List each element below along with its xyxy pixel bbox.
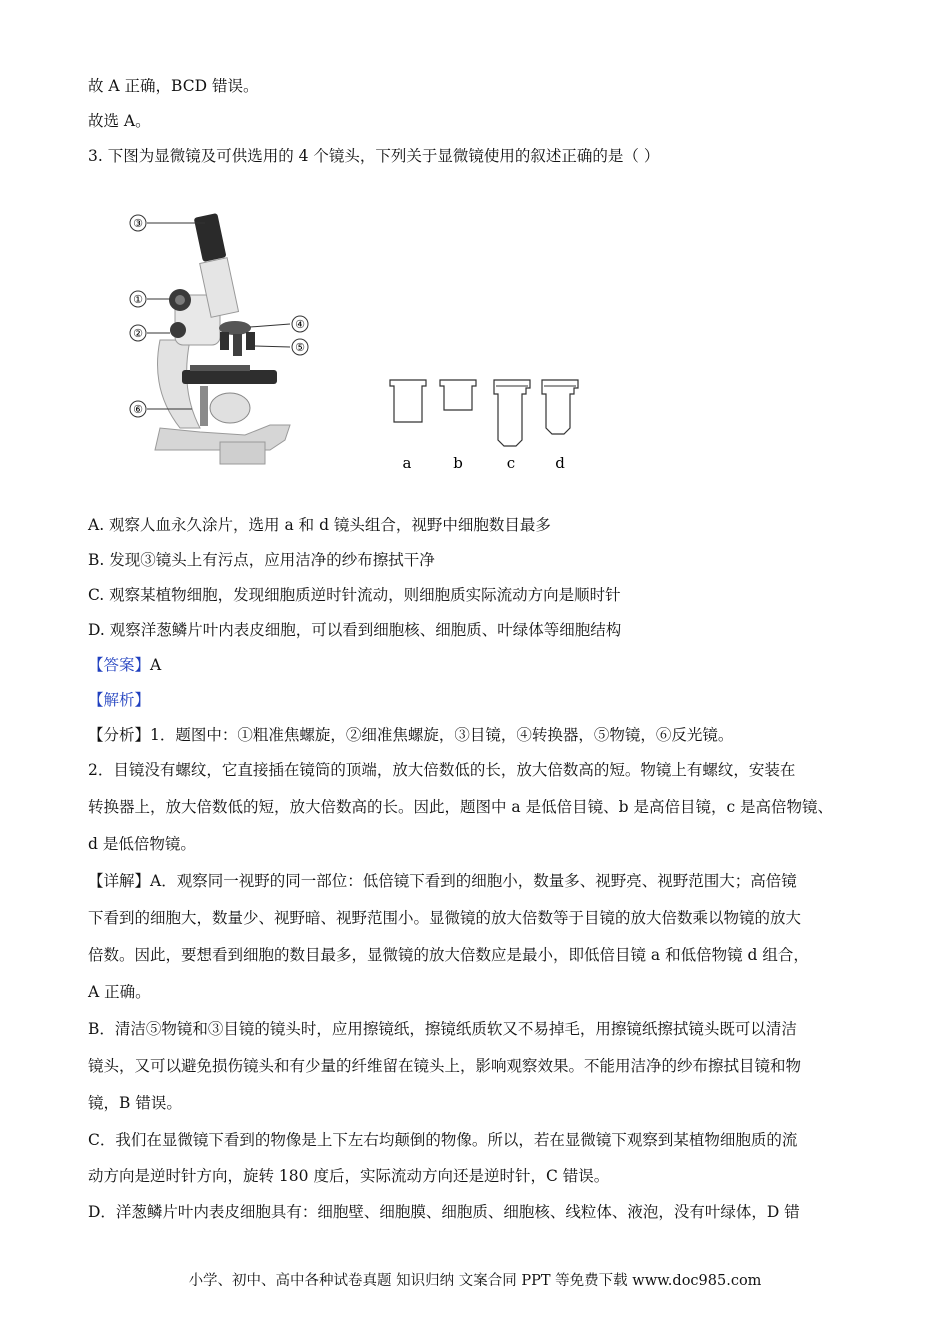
option-a: A. 观察人血永久涂片，选用 a 和 d 镜头组合，视野中细胞数目最多 <box>88 516 551 534</box>
detail-paragraph: 镜，B 错误。 <box>88 1094 182 1112</box>
callout-label: ④ <box>295 318 305 331</box>
lens-label-b: b <box>453 454 463 472</box>
option-c: C. 观察某植物细胞，发现细胞质逆时针流动，则细胞质实际流动方向是顺时针 <box>88 586 621 604</box>
option-b: B. 发现③镜头上有污点，应用洁净的纱布擦拭干净 <box>88 551 435 569</box>
detail-paragraph: D．洋葱鳞片叶内表皮细胞具有：细胞壁、细胞膜、细胞质、细胞核、线粒体、液泡，没有叶绿体，D 错 <box>88 1203 800 1221</box>
detail-paragraph: 下看到的细胞大，数量少、视野暗、视野范围小。显微镜的放大倍数等于目镜的放大倍数乘以物镜的放大 <box>88 909 802 927</box>
analysis-paragraph: 转换器上，放大倍数低的短，放大倍数高的长。因此，题图中 a 是低倍目镜、b 是高倍目镜，c 是高倍物镜、 <box>88 798 834 816</box>
callout-label: ⑥ <box>133 403 143 416</box>
detail-paragraph: A 正确。 <box>88 983 151 1001</box>
option-d: D. 观察洋葱鳞片叶内表皮细胞，可以看到细胞核、细胞质、叶绿体等细胞结构 <box>88 621 622 639</box>
lens-label-a: a <box>402 454 412 472</box>
microscope-figure <box>120 200 620 490</box>
eyepiece-lens-a <box>390 380 426 422</box>
analysis-paragraph: d 是低倍物镜。 <box>88 835 196 853</box>
eyepiece-lens-b <box>440 380 476 410</box>
objective-lens-d <box>542 380 578 434</box>
callout-label: ① <box>133 293 143 306</box>
answer-label: 【答案】 <box>88 656 151 674</box>
question-3: 3. 下图为显微镜及可供选用的 4 个镜头，下列关于显微镜使用的叙述正确的是（ ） <box>88 147 660 165</box>
analysis-paragraph: 【分析】1．题图中：①粗准焦螺旋，②细准焦螺旋，③目镜，④转换器，⑤物镜，⑥反光镜。 <box>88 726 734 744</box>
callout-label: ② <box>133 327 143 340</box>
analysis-paragraph: 2．目镜没有螺纹，它直接插在镜筒的顶端，放大倍数低的长，放大倍数高的短。物镜上有螺纹，安装在 <box>88 761 796 779</box>
analysis-label: 【解析】 <box>88 691 151 709</box>
callout-label: ⑤ <box>295 341 305 354</box>
page-footer: 小学、初中、高中各种试卷真题 知识归纳 文案合同 PPT 等免费下载 www.doc985.com <box>188 1273 762 1289</box>
detail-paragraph: 倍数。因此，要想看到细胞的数目最多，显微镜的放大倍数应是最小，即低倍目镜 a 和低倍物镜 d 组合， <box>88 946 809 964</box>
detail-paragraph: 动方向是逆时针方向，旋转 180 度后，实际流动方向还是逆时针，C 错误。 <box>88 1167 610 1185</box>
lens-label-d: d <box>555 454 565 472</box>
text-line: 故 A 正确，BCD 错误。 <box>88 77 259 95</box>
answer-value: A <box>150 656 162 674</box>
lens-label-c: c <box>506 454 516 472</box>
answer-line <box>88 655 161 675</box>
detail-paragraph: B．清洁⑤物镜和③目镜的镜头时，应用擦镜纸，擦镜纸质软又不易掉毛，用擦镜纸擦拭镜头既可以清洁 <box>88 1020 797 1038</box>
objective-lens-c <box>494 380 530 446</box>
detail-paragraph: 【详解】A．观察同一视野的同一部位：低倍镜下看到的细胞小，数量多、视野亮、视野范围大；高倍镜 <box>88 872 797 890</box>
text-line: 故选 A。 <box>88 112 151 130</box>
detail-paragraph: C．我们在显微镜下看到的物像是上下左右均颠倒的物像。所以，若在显微镜下观察到某植物细胞质的流 <box>88 1131 798 1149</box>
detail-paragraph: 镜头，又可以避免损伤镜头和有少量的纤维留在镜头上，影响观察效果。不能用洁净的纱布擦拭目镜和物 <box>88 1057 802 1075</box>
callout-label: ③ <box>133 217 143 230</box>
